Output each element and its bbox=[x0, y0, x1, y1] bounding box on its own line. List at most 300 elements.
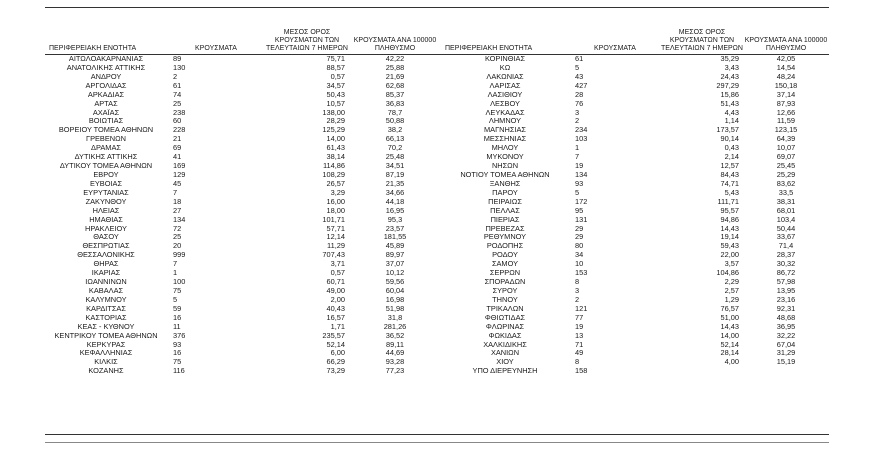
region-name: ΧΑΝΙΩΝ bbox=[490, 349, 520, 358]
cases-value: 427 bbox=[575, 81, 588, 90]
table-row bbox=[441, 117, 829, 126]
cases-value: 2 bbox=[575, 295, 580, 304]
table-row bbox=[45, 109, 441, 118]
region-name: ΚΕΝΤΡΙΚΟΥ ΤΟΜΕΑ ΑΘΗΝΩΝ bbox=[54, 331, 158, 340]
avg7-value: 125,29 bbox=[322, 126, 345, 135]
table-row bbox=[45, 233, 441, 242]
region-name: ΞΑΝΘΗΣ bbox=[489, 179, 521, 188]
avg7-value: 5,43 bbox=[724, 188, 739, 197]
avg7-value: 14,00 bbox=[326, 135, 345, 144]
right-table-block bbox=[441, 20, 829, 376]
avg7-value: 3,71 bbox=[330, 260, 345, 269]
per100k-value: 23,16 bbox=[776, 295, 796, 304]
header-cases: ΚΡΟΥΣΜΑΤΑ bbox=[167, 20, 265, 55]
cases-value: 76 bbox=[575, 99, 584, 108]
table-row bbox=[441, 144, 829, 153]
cases-value: 43 bbox=[575, 72, 584, 81]
table-row bbox=[441, 225, 829, 234]
region-name: ΕΒΡΟΥ bbox=[93, 170, 119, 179]
avg7-value: 1,29 bbox=[724, 295, 739, 304]
cases-value: 376 bbox=[173, 331, 186, 340]
region-name: ΗΜΑΘΙΑΣ bbox=[89, 215, 123, 224]
avg7-value: 28,29 bbox=[326, 117, 345, 126]
avg7-value: 114,86 bbox=[322, 162, 345, 171]
cases-value: 5 bbox=[173, 295, 178, 304]
avg7-value: 11,29 bbox=[327, 242, 345, 251]
table-row bbox=[441, 55, 829, 64]
per100k-value: 36,83 bbox=[385, 99, 405, 108]
avg7-value: 35,29 bbox=[720, 54, 739, 63]
region-name: ΑΡΚΑΔΙΑΣ bbox=[87, 90, 125, 99]
cases-value: 34 bbox=[575, 251, 584, 260]
per100k-value: 64,39 bbox=[776, 135, 796, 144]
region-name: ΜΕΣΣΗΝΙΑΣ bbox=[483, 135, 527, 144]
per100k-value: 70,2 bbox=[387, 144, 403, 153]
table-row bbox=[45, 349, 441, 358]
per100k-value: 95,3 bbox=[387, 215, 403, 224]
region-name: ΑΝΑΤΟΛΙΚΗΣ ΑΤΤΙΚΗΣ bbox=[66, 63, 146, 72]
cases-value: 75 bbox=[173, 286, 182, 295]
avg7-value: 51,43 bbox=[720, 99, 739, 108]
cases-value: 999 bbox=[173, 251, 186, 260]
cases-value: 89 bbox=[173, 54, 182, 63]
avg7-value: 111,71 bbox=[717, 197, 739, 206]
avg7-value: 2,00 bbox=[330, 295, 345, 304]
region-name: ΧΑΛΚΙΔΙΚΗΣ bbox=[483, 340, 527, 349]
region-name: ΝΟΤΙΟΥ ΤΟΜΕΑ ΑΘΗΝΩΝ bbox=[460, 170, 550, 179]
table-row bbox=[441, 332, 829, 341]
avg7-value: 138,00 bbox=[322, 108, 345, 117]
cases-value: 45 bbox=[173, 179, 182, 188]
per100k-value: 48,24 bbox=[776, 72, 796, 81]
cases-value: 100 bbox=[173, 278, 186, 287]
cases-value: 129 bbox=[173, 170, 186, 179]
region-name: ΣΕΡΡΩΝ bbox=[489, 269, 521, 278]
right-table bbox=[441, 20, 829, 376]
header-per100k: ΚΡΟΥΣΜΑΤΑ ΑΝΑ 100000 ΠΛΗΘΥΣΜΟ bbox=[743, 20, 829, 55]
cases-value: 103 bbox=[575, 135, 588, 144]
table-row bbox=[45, 91, 441, 100]
region-name: ΘΑΣΟΥ bbox=[93, 233, 119, 242]
avg7-value: 73,29 bbox=[326, 367, 345, 376]
table-row bbox=[45, 358, 441, 367]
per100k-value: 30,32 bbox=[776, 260, 796, 269]
avg7-value: 95,57 bbox=[720, 206, 739, 215]
avg7-value: 59,43 bbox=[720, 242, 739, 251]
avg7-value: 104,86 bbox=[716, 269, 739, 278]
cases-value: 172 bbox=[575, 197, 588, 206]
avg7-value: 38,14 bbox=[326, 153, 345, 162]
table-row bbox=[45, 135, 441, 144]
region-name: ΦΘΙΩΤΙΔΑΣ bbox=[484, 313, 526, 322]
region-name: ΑΧΑΪΑΣ bbox=[92, 108, 120, 117]
table-row bbox=[441, 73, 829, 82]
avg7-value: 707,43 bbox=[322, 251, 345, 260]
avg7-value: 297,29 bbox=[716, 81, 739, 90]
avg7-value: 0,43 bbox=[724, 144, 739, 153]
avg7-value: 19,14 bbox=[720, 233, 739, 242]
avg7-value: 34,57 bbox=[326, 81, 345, 90]
cases-value: 131 bbox=[575, 215, 588, 224]
per100k-value: 44,69 bbox=[385, 349, 405, 358]
cases-value: 8 bbox=[575, 278, 580, 287]
table-row bbox=[441, 198, 829, 207]
region-name: ΧΙΟΥ bbox=[496, 358, 514, 367]
region-name: ΣΑΜΟΥ bbox=[491, 260, 519, 269]
cases-value: 95 bbox=[575, 206, 584, 215]
per100k-value: 38,31 bbox=[776, 197, 796, 206]
per100k-value: 16,98 bbox=[385, 295, 405, 304]
table-row bbox=[441, 260, 829, 269]
header-avg7: ΜΕΣΟΣ ΟΡΟΣ ΚΡΟΥΣΜΑΤΩΝ ΤΩΝ ΤΕΛΕΥΤΑΙΩΝ 7 ΗΜΕΡΩΝ bbox=[265, 20, 349, 55]
cases-value: 41 bbox=[173, 153, 182, 162]
cases-value: 130 bbox=[173, 63, 186, 72]
cases-value: 1 bbox=[173, 269, 178, 278]
avg7-value: 235,57 bbox=[322, 331, 345, 340]
region-name: ΔΡΑΜΑΣ bbox=[91, 144, 121, 153]
header-region: ΠΕΡΙΦΕΡΕΙΑΚΗ ΕΝΟΤΗΤΑ bbox=[45, 20, 167, 55]
per100k-value: 44,18 bbox=[385, 197, 405, 206]
right-table-body bbox=[441, 55, 829, 377]
per100k-value: 23,57 bbox=[385, 224, 405, 233]
per100k-value: 21,69 bbox=[385, 72, 405, 81]
avg7-value: 1,14 bbox=[724, 117, 739, 126]
cases-value: 3 bbox=[575, 108, 580, 117]
cases-value: 19 bbox=[575, 322, 584, 331]
region-name: ΚΑΒΑΛΑΣ bbox=[88, 286, 124, 295]
avg7-value: 52,14 bbox=[326, 340, 345, 349]
avg7-value: 173,57 bbox=[716, 126, 739, 135]
header-region: ΠΕΡΙΦΕΡΕΙΑΚΗ ΕΝΟΤΗΤΑ bbox=[441, 20, 569, 55]
region-name: ΓΡΕΒΕΝΩΝ bbox=[86, 135, 126, 144]
left-table-block bbox=[45, 20, 441, 376]
region-name: ΠΡΕΒΕΖΑΣ bbox=[485, 224, 525, 233]
region-name: ΝΗΣΩΝ bbox=[491, 162, 519, 171]
cases-value: 59 bbox=[173, 304, 182, 313]
per100k-value: 77,23 bbox=[385, 367, 405, 376]
region-name: ΚΟΖΑΝΗΣ bbox=[88, 367, 124, 376]
per100k-value: 281,26 bbox=[383, 322, 407, 331]
bottom-rule-secondary bbox=[45, 442, 829, 443]
region-name: ΦΛΩΡΙΝΑΣ bbox=[485, 322, 525, 331]
cases-value: 49 bbox=[575, 349, 584, 358]
cases-value: 238 bbox=[173, 108, 186, 117]
cases-value: 5 bbox=[575, 188, 580, 197]
table-row bbox=[441, 305, 829, 314]
table-row bbox=[45, 367, 441, 376]
left-table bbox=[45, 20, 441, 376]
per100k-value: 181,55 bbox=[383, 233, 407, 242]
avg7-value bbox=[661, 367, 743, 376]
avg7-value: 4,43 bbox=[724, 108, 739, 117]
avg7-value: 2,14 bbox=[724, 153, 739, 162]
region-name: ΡΟΔΟΥ bbox=[492, 251, 518, 260]
table-row bbox=[441, 349, 829, 358]
region-name: ΚΕΦΑΛΛΗΝΙΑΣ bbox=[79, 349, 133, 358]
avg7-value: 108,29 bbox=[322, 170, 345, 179]
per100k-value: 37,07 bbox=[385, 260, 405, 269]
avg7-value: 94,86 bbox=[720, 215, 739, 224]
per100k-value: 71,4 bbox=[778, 242, 794, 251]
region-name: ΛΕΣΒΟΥ bbox=[490, 99, 520, 108]
table-row bbox=[45, 64, 441, 73]
table-row bbox=[441, 189, 829, 198]
per100k-value bbox=[743, 367, 829, 376]
per100k-value: 25,45 bbox=[776, 162, 796, 171]
region-name: ΜΗΛΟΥ bbox=[491, 144, 519, 153]
table-row bbox=[441, 242, 829, 251]
region-name: ΚΕΑΣ - ΚΥΘΝΟΥ bbox=[77, 322, 135, 331]
avg7-value: 14,00 bbox=[720, 331, 739, 340]
region-name: ΛΕΥΚΑΔΑΣ bbox=[485, 108, 525, 117]
header-cases: ΚΡΟΥΣΜΑΤΑ bbox=[569, 20, 661, 55]
avg7-value: 18,00 bbox=[326, 206, 345, 215]
cases-value: 16 bbox=[173, 313, 182, 322]
header-per100k: ΚΡΟΥΣΜΑΤΑ ΑΝΑ 100000 ΠΛΗΘΥΣΜΟ bbox=[349, 20, 441, 55]
avg7-value: 52,14 bbox=[720, 340, 739, 349]
per100k-value: 34,51 bbox=[385, 162, 405, 171]
per100k-value: 85,37 bbox=[385, 90, 405, 99]
avg7-value: 0,57 bbox=[330, 269, 345, 278]
table-row bbox=[45, 180, 441, 189]
per100k-value: 60,04 bbox=[385, 286, 405, 295]
region-name: ΜΑΓΝΗΣΙΑΣ bbox=[484, 126, 526, 135]
table-row bbox=[441, 314, 829, 323]
table-row bbox=[45, 198, 441, 207]
left-table-header bbox=[45, 20, 441, 55]
table-row bbox=[45, 296, 441, 305]
region-name: ΛΑΡΙΣΑΣ bbox=[489, 81, 521, 90]
region-name: ΘΕΣΠΡΩΤΙΑΣ bbox=[82, 242, 130, 251]
table-row bbox=[45, 207, 441, 216]
avg7-value: 15,86 bbox=[720, 90, 739, 99]
per100k-value: 32,22 bbox=[776, 331, 796, 340]
region-name: ΑΡΤΑΣ bbox=[94, 99, 118, 108]
cases-value: 134 bbox=[173, 215, 186, 224]
table-row bbox=[441, 100, 829, 109]
avg7-value: 3,29 bbox=[330, 188, 345, 197]
per100k-value: 36,95 bbox=[776, 322, 796, 331]
table-row bbox=[441, 207, 829, 216]
per100k-value: 69,07 bbox=[776, 153, 796, 162]
cases-value: 93 bbox=[173, 340, 182, 349]
table-row bbox=[45, 73, 441, 82]
avg7-value: 49,00 bbox=[326, 286, 345, 295]
region-name: ΘΗΡΑΣ bbox=[93, 260, 119, 269]
table-row bbox=[45, 323, 441, 332]
cases-value: 29 bbox=[575, 233, 584, 242]
table-row bbox=[45, 305, 441, 314]
cases-value: 19 bbox=[575, 162, 584, 171]
region-name: ΡΕΘΥΜΝΟΥ bbox=[483, 233, 527, 242]
avg7-value: 51,00 bbox=[720, 313, 739, 322]
table-row bbox=[441, 216, 829, 225]
avg7-value: 76,57 bbox=[720, 304, 739, 313]
region-name: ΚΑΛΥΜΝΟΥ bbox=[85, 295, 127, 304]
region-name: ΠΕΛΛΑΣ bbox=[490, 206, 520, 215]
per100k-value: 78,7 bbox=[387, 108, 403, 117]
table-row bbox=[441, 180, 829, 189]
table-row bbox=[441, 358, 829, 367]
per100k-value: 103,4 bbox=[776, 215, 796, 224]
avg7-value: 22,00 bbox=[720, 251, 739, 260]
avg7-value: 28,14 bbox=[720, 349, 739, 358]
table-row bbox=[45, 216, 441, 225]
cases-value: 72 bbox=[173, 224, 182, 233]
region-name: ΚΩ bbox=[499, 63, 511, 72]
per100k-value: 67,04 bbox=[776, 340, 796, 349]
per100k-value: 38,2 bbox=[387, 126, 403, 135]
per100k-value: 15,19 bbox=[776, 358, 796, 367]
avg7-value: 75,71 bbox=[326, 54, 345, 63]
region-name: ΠΕΙΡΑΙΩΣ bbox=[488, 197, 522, 206]
region-name: ΗΛΕΙΑΣ bbox=[92, 206, 120, 215]
table-row bbox=[45, 242, 441, 251]
per100k-value: 59,56 bbox=[385, 278, 405, 287]
avg7-value: 26,57 bbox=[326, 179, 345, 188]
avg7-value: 24,43 bbox=[720, 72, 739, 81]
per100k-value: 21,35 bbox=[385, 179, 405, 188]
table-row bbox=[45, 100, 441, 109]
region-name: ΙΩΑΝΝΙΝΩΝ bbox=[85, 278, 127, 287]
table-row bbox=[441, 287, 829, 296]
cases-value: 28 bbox=[575, 90, 584, 99]
table-row bbox=[441, 171, 829, 180]
region-name: ΤΡΙΚΑΛΩΝ bbox=[486, 304, 524, 313]
per100k-value: 34,66 bbox=[385, 188, 405, 197]
cases-value: 74 bbox=[173, 90, 182, 99]
per100k-value: 50,88 bbox=[385, 117, 405, 126]
table-row bbox=[45, 189, 441, 198]
per100k-value: 25,48 bbox=[385, 153, 405, 162]
avg7-value: 40,43 bbox=[326, 304, 345, 313]
table-row bbox=[45, 260, 441, 269]
region-name: ΑΙΤΩΛΟΑΚΑΡΝΑΝΙΑΣ bbox=[68, 54, 144, 63]
avg7-value: 88,57 bbox=[326, 63, 345, 72]
table-row bbox=[441, 251, 829, 260]
region-name: ΑΝΔΡΟΥ bbox=[90, 72, 122, 81]
region-name: ΖΑΚΥΝΘΟΥ bbox=[85, 197, 127, 206]
region-name: ΠΙΕΡΙΑΣ bbox=[490, 215, 520, 224]
avg7-value: 10,57 bbox=[326, 99, 345, 108]
per100k-value: 10,07 bbox=[776, 144, 796, 153]
per100k-value: 87,93 bbox=[776, 99, 796, 108]
cases-value: 5 bbox=[575, 63, 580, 72]
table-row bbox=[441, 135, 829, 144]
per100k-value: 51,98 bbox=[385, 304, 405, 313]
avg7-value: 3,57 bbox=[724, 260, 739, 269]
cases-value: 7 bbox=[173, 260, 178, 269]
region-name: ΛΑΚΩΝΙΑΣ bbox=[486, 72, 524, 81]
table-row bbox=[441, 64, 829, 73]
cases-value: 80 bbox=[575, 242, 584, 251]
cases-value: 153 bbox=[575, 269, 588, 278]
cases-value: 2 bbox=[575, 117, 580, 126]
per100k-value: 66,13 bbox=[385, 135, 405, 144]
region-name: ΑΡΓΟΛΙΔΑΣ bbox=[85, 81, 127, 90]
avg7-value: 1,71 bbox=[330, 322, 345, 331]
cases-value: 7 bbox=[173, 188, 178, 197]
per100k-value: 89,11 bbox=[386, 340, 404, 349]
avg7-value: 14,43 bbox=[720, 224, 739, 233]
region-name: ΕΥΡΥΤΑΝΙΑΣ bbox=[83, 188, 129, 197]
region-name: ΚΑΡΔΙΤΣΑΣ bbox=[86, 304, 126, 313]
cases-value: 134 bbox=[575, 170, 588, 179]
region-name: ΦΩΚΙΔΑΣ bbox=[488, 331, 522, 340]
avg7-value: 101,71 bbox=[322, 215, 345, 224]
cases-value: 25 bbox=[173, 99, 182, 108]
table-row bbox=[441, 82, 829, 91]
avg7-value: 3,43 bbox=[724, 63, 739, 72]
table-row bbox=[441, 278, 829, 287]
right-table-header bbox=[441, 20, 829, 55]
per100k-value: 13,95 bbox=[776, 286, 796, 295]
region-name: ΔΥΤΙΚΗΣ ΑΤΤΙΚΗΣ bbox=[74, 153, 138, 162]
per100k-value: 25,29 bbox=[776, 170, 796, 179]
cases-value: 27 bbox=[173, 206, 182, 215]
region-name: ΡΟΔΟΠΗΣ bbox=[486, 242, 524, 251]
avg7-value: 4,00 bbox=[724, 358, 739, 367]
cases-value: 158 bbox=[575, 367, 588, 376]
cases-value: 20 bbox=[173, 242, 182, 251]
table-row bbox=[441, 126, 829, 135]
region-name: ΜΥΚΟΝΟΥ bbox=[486, 153, 524, 162]
avg7-value: 2,29 bbox=[724, 278, 739, 287]
cases-value: 61 bbox=[173, 81, 182, 90]
table-row bbox=[45, 153, 441, 162]
region-name: ΠΑΡΟΥ bbox=[492, 188, 518, 197]
avg7-value: 60,71 bbox=[326, 278, 345, 287]
cases-value: 61 bbox=[575, 54, 584, 63]
cases-value: 25 bbox=[173, 233, 182, 242]
region-name: ΕΥΒΟΙΑΣ bbox=[89, 179, 123, 188]
table-row bbox=[45, 341, 441, 350]
avg7-value: 84,43 bbox=[720, 170, 739, 179]
cases-value: 1 bbox=[575, 144, 580, 153]
cases-value: 121 bbox=[575, 304, 588, 313]
avg7-value: 61,43 bbox=[326, 144, 345, 153]
per100k-value: 31,8 bbox=[387, 313, 403, 322]
table-row bbox=[441, 109, 829, 118]
per100k-value: 68,01 bbox=[776, 206, 796, 215]
region-name: ΣΥΡΟΥ bbox=[492, 286, 518, 295]
cases-value: 7 bbox=[575, 153, 580, 162]
cases-value: 11 bbox=[173, 322, 181, 331]
region-name: ΚΟΡΙΝΘΙΑΣ bbox=[484, 54, 526, 63]
cases-value: 93 bbox=[575, 179, 584, 188]
cases-value: 228 bbox=[173, 126, 186, 135]
per100k-value: 123,15 bbox=[774, 126, 798, 135]
per100k-value: 50,44 bbox=[776, 224, 796, 233]
cases-value: 18 bbox=[173, 197, 182, 206]
cases-value: 75 bbox=[173, 358, 182, 367]
cases-value: 8 bbox=[575, 358, 580, 367]
cases-value: 116 bbox=[173, 367, 185, 376]
table-row bbox=[45, 225, 441, 234]
per100k-value: 87,19 bbox=[385, 170, 405, 179]
cases-value: 21 bbox=[173, 135, 182, 144]
avg7-value: 16,00 bbox=[326, 197, 345, 206]
bottom-rule bbox=[45, 434, 829, 435]
region-name: ΛΑΣΙΘΙΟΥ bbox=[487, 90, 523, 99]
cases-value: 13 bbox=[575, 331, 584, 340]
table-row bbox=[441, 367, 829, 376]
region-name: ΔΥΤΙΚΟΥ ΤΟΜΕΑ ΑΘΗΝΩΝ bbox=[59, 162, 153, 171]
avg7-value: 12,57 bbox=[720, 162, 739, 171]
cases-value: 3 bbox=[575, 286, 580, 295]
table-row bbox=[45, 269, 441, 278]
region-name: ΚΙΛΚΙΣ bbox=[94, 358, 118, 367]
